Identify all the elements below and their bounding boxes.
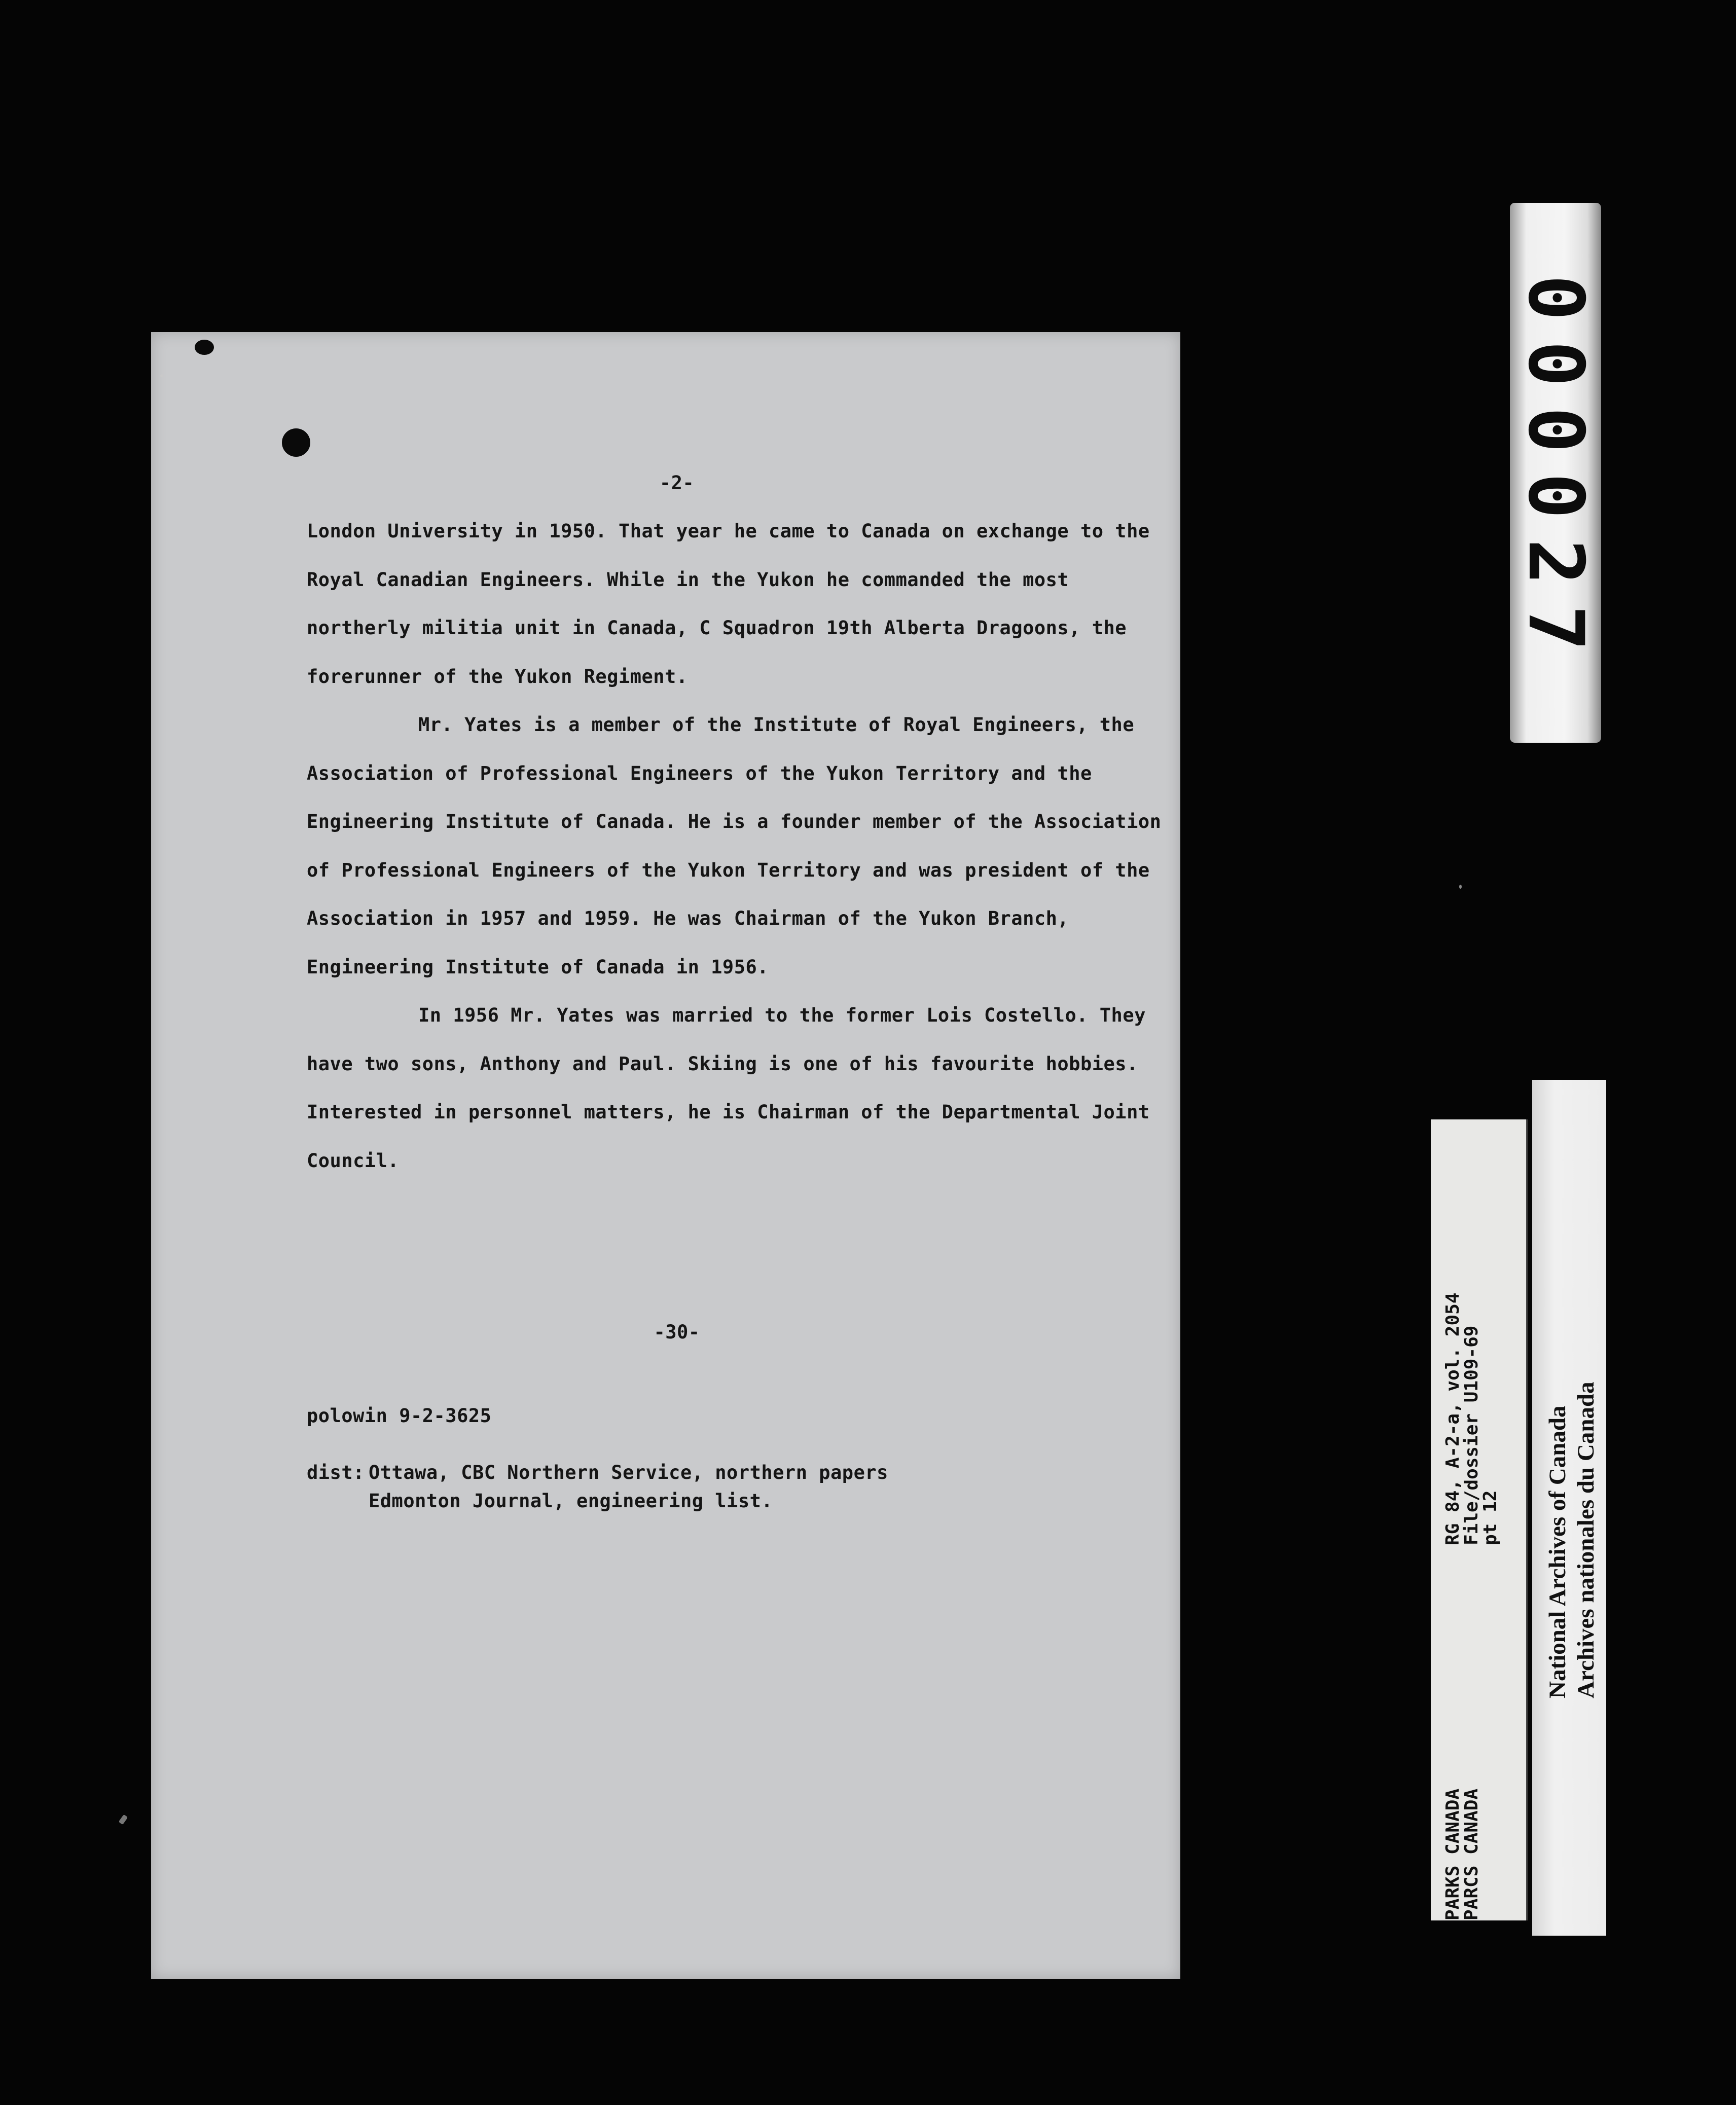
text-line: Association of Professional Engineers of the Yukon Territory and the <box>307 762 1092 784</box>
film-speck <box>119 1814 128 1825</box>
document-text <box>307 332 1162 1979</box>
end-mark: -30- <box>654 1321 700 1343</box>
punch-hole <box>282 428 310 457</box>
text-line: northerly militia unit in Canada, C Squadron 19th Alberta Dragoons, the <box>307 617 1127 639</box>
frame-number-strip <box>1510 203 1601 743</box>
document-page <box>151 332 1180 1979</box>
text-line: London University in 1950. That year he came to Canada on exchange to the <box>307 520 1150 542</box>
text-line: Mr. Yates is a member of the Institute of Royal Engineers, the <box>418 714 1135 736</box>
frame-number: 000027 <box>1511 274 1600 671</box>
text-line: forerunner of the Yukon Regiment. <box>307 665 688 687</box>
film-speck <box>1459 885 1462 889</box>
archive-reference-label <box>1431 1119 1528 1920</box>
paragraph-2 <box>307 701 1169 991</box>
paragraph-1 <box>307 507 1169 701</box>
archive-name-line: National Archives of Canada <box>1544 1405 1571 1698</box>
text-line: Engineering Institute of Canada. He is a founder member of the Association <box>307 811 1162 832</box>
distribution-line: Edmonton Journal, engineering list. <box>369 1490 773 1512</box>
film-speck <box>160 374 163 377</box>
punch-hole-top <box>195 340 214 355</box>
page-number-header: -2- <box>659 472 695 494</box>
agency-text <box>1443 1789 1481 1920</box>
text-line: Royal Canadian Engineers. While in the Yukon he commanded the most <box>307 568 1069 591</box>
archives-canada-label <box>1532 1080 1606 1936</box>
text-line: of Professional Engineers of the Yukon Territory and was president of the <box>307 859 1150 881</box>
reference-line: polowin 9-2-3625 <box>307 1405 492 1427</box>
text-line: In 1956 Mr. Yates was married to the former Lois Costello. They <box>418 1004 1146 1026</box>
paragraph-3 <box>307 991 1169 1185</box>
distribution-line: Ottawa, CBC Northern Service, northern papers <box>369 1462 888 1483</box>
distribution-label: dist: <box>307 1462 365 1483</box>
distribution-list <box>369 1459 888 1515</box>
text-line: Council. <box>307 1149 400 1172</box>
text-line: Engineering Institute of Canada in 1956. <box>307 956 769 978</box>
body-text <box>307 507 1169 1185</box>
archive-name-text <box>1543 1382 1600 1698</box>
text-line: have two sons, Anthony and Paul. Skiing is one of his favourite hobbies. <box>307 1052 1138 1075</box>
archive-reference-line: RG 84, A-2-a, vol. 2054 <box>1442 1292 1463 1545</box>
archive-reference-line: pt 12 <box>1480 1490 1501 1545</box>
archive-name-line: Archives nationales du Canada <box>1573 1382 1599 1698</box>
agency-line: PARCS CANADA <box>1461 1788 1482 1920</box>
archive-reference-text <box>1443 1293 1500 1546</box>
text-line: Interested in personnel matters, he is Chairman of the Departmental Joint <box>307 1101 1150 1123</box>
distribution-block <box>307 1459 888 1515</box>
text-line: Association in 1957 and 1959. He was Chairman of the Yukon Branch, <box>307 908 1069 929</box>
agency-line: PARKS CANADA <box>1442 1788 1463 1920</box>
archive-reference-line: File/dossier U109-69 <box>1461 1325 1482 1545</box>
